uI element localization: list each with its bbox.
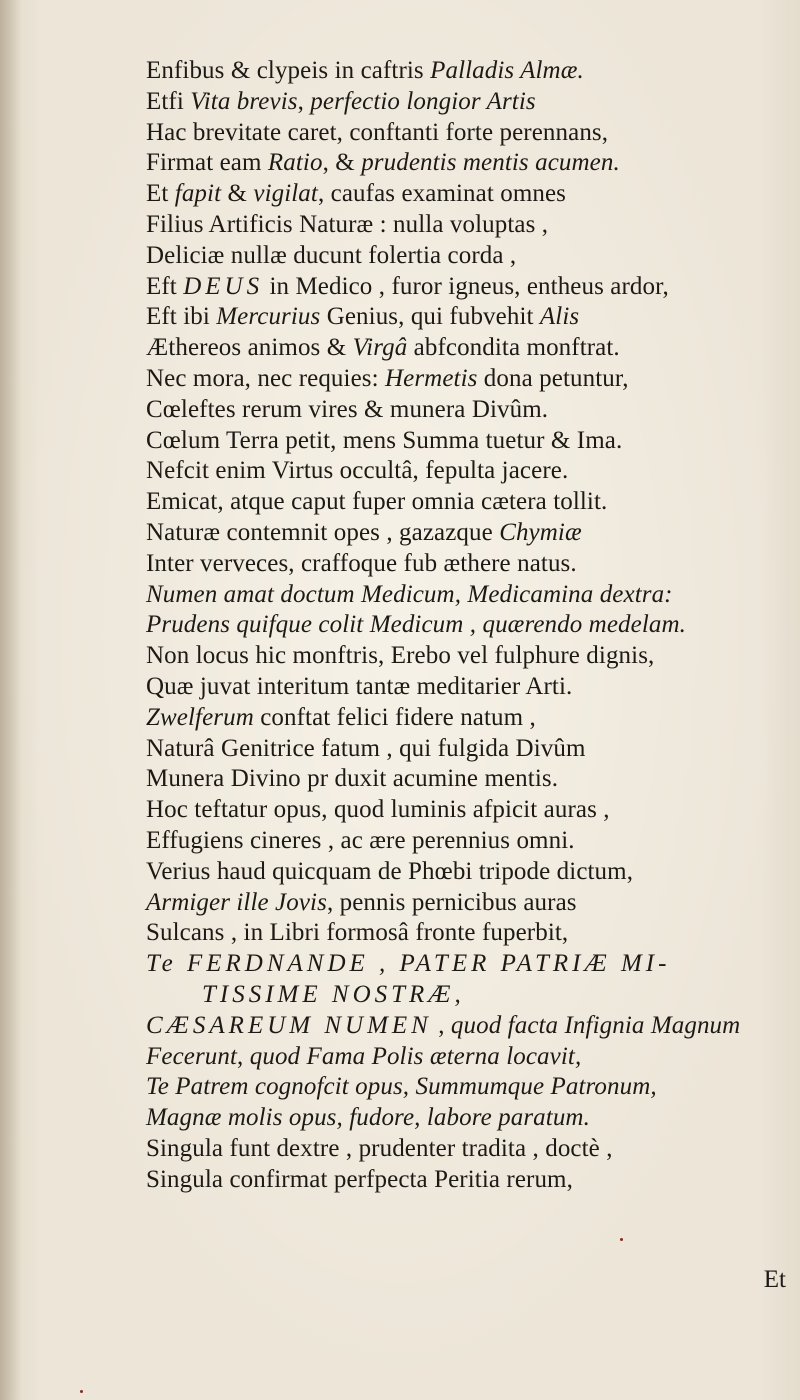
verse-segment: Firmat eam [146,149,268,177]
verse-line [146,1103,786,1134]
verse-segment: Emicat, atque caput fuper omnia cætera tollit. [146,488,608,516]
verse-segment: Mercurius [216,303,321,331]
verse-line [146,364,786,395]
verse-segment: Et [146,180,175,208]
verse-segment: Etfi [146,87,191,115]
verse-segment: Singula confirmat perfpecta Peritia rerum, [146,1165,573,1193]
verse-segment: Filius Artificis Naturæ : nulla voluptas , [146,210,549,238]
verse-segment: TISSIME NOSTRÆ, [202,980,465,1008]
verse-segment: perfectio longior Artis [310,87,536,115]
verse-line [146,1165,786,1196]
verse-segment: Armiger ille Jovis [146,888,327,916]
verse-line [146,580,786,611]
verse-segment: Nefcit enim Virtus occultâ, fepulta jacere. [146,457,569,485]
verse-line [146,487,786,518]
verse-line [146,734,786,765]
verse-line [146,118,786,149]
verse-segment: DEUS [183,272,264,300]
verse-segment: Effugiens cineres , ac ære perennius omni. [146,826,575,854]
verse-line [146,795,786,826]
verse-line [146,610,786,641]
verse-segment: , [431,1011,451,1039]
verse-segment: prudentis mentis acumen. [361,149,620,177]
verse-line [146,703,786,734]
verse-line [146,302,786,333]
verse-segment: Inter verveces, craffoque fub æthere natus. [146,549,577,577]
verse-segment: Cœlum Terra petit, mens Summa tuetur & Ima. [146,426,623,454]
page-gutter [0,0,22,1400]
verse-segment: Singula funt dextre , prudenter tradita , doctè , [146,1134,613,1162]
verse-line [146,826,786,857]
verse-segment: , pennis pernicibus auras [326,888,577,916]
verse-segment: , [237,1042,250,1070]
verse-line [146,949,786,980]
verse-segment: , [297,87,311,115]
verse-line [146,456,786,487]
ink-speck [620,1238,623,1241]
verse-line [146,1072,786,1103]
verse-segment: Magnæ molis opus, fudore, labore paratum. [146,1104,590,1132]
verse-segment: Verius haud quicquam de Phœbi tripode dictum, [146,857,634,885]
verse-segment: Non locus hic monftris, Erebo vel fulphure dignis, [146,642,655,670]
verse-segment: Eft ibi [146,303,217,331]
verse-line [146,980,786,1011]
poem-text-block [146,56,786,1195]
verse-segment: Æthereos animos & [146,334,353,362]
verse-line [146,1134,786,1165]
verse-segment: Prudens quifque colit Medicum , quærendo medelam. [146,611,686,639]
verse-segment: Te FERDNANDE , PATER PATRIÆ MI- [146,950,671,978]
verse-segment: Chymiæ [499,518,582,546]
verse-segment: Hermetis [385,364,478,392]
verse-segment: Enfibus & clypeis in caftris [146,57,431,84]
verse-line [146,426,786,457]
verse-segment: , & [322,149,362,177]
verse-segment: Ratio [267,149,323,177]
verse-segment: Nec mora, nec requies: [146,364,385,392]
verse-line [146,641,786,672]
verse-segment: Palladis Almæ. [430,57,584,84]
catchword: Et [763,1266,786,1293]
verse-segment: Virgâ [352,334,408,362]
verse-segment: vigilat [253,180,318,208]
verse-line [146,333,786,364]
verse-segment: Numen amat doctum Medicum, Medicamina dextra: [146,580,673,608]
verse-segment: Quæ juvat interitum tantæ meditarier Arti. [146,672,573,700]
verse-line [146,918,786,949]
verse-line [146,148,786,179]
verse-segment: Sulcans , in Libri formosâ fronte fuperbit, [146,919,569,947]
verse-segment: , caufas examinat omnes [317,180,567,208]
verse-line [146,272,786,303]
ink-speck [80,1390,83,1393]
verse-line [146,87,786,118]
verse-line [146,210,786,241]
verse-line [146,672,786,703]
verse-line [146,56,786,87]
verse-segment: Hoc teftatur opus, quod luminis afpicit auras , [146,796,610,824]
verse-line [146,179,786,210]
verse-segment: Naturæ contemnit opes , gazazque [146,518,500,546]
verse-line [146,1011,786,1042]
verse-segment: Naturâ Genitrice fatum , qui fulgida Divûm [146,734,586,762]
verse-segment: & [221,180,254,208]
verse-segment: Zwelferum [146,703,254,731]
verse-segment: Deliciæ nullæ ducunt folertia corda , [146,241,517,269]
verse-segment: Cœleftes rerum vires & munera Divûm. [146,395,549,423]
verse-segment: Vita brevis [190,87,298,115]
verse-line [146,888,786,919]
verse-segment: in Medico , furor igneus, entheus ardor, [263,272,669,300]
verse-line [146,241,786,272]
verse-segment: quod facta Infignia Magnum [450,1011,741,1039]
verse-segment: CÆSAREUM NUMEN [146,1011,432,1039]
verse-segment: Munera Divino pr duxit acumine mentis. [146,765,559,793]
verse-line [146,857,786,888]
verse-line [146,549,786,580]
verse-segment: Alis [539,303,580,331]
verse-segment: Genius, qui fubvehit [320,303,540,331]
verse-line [146,395,786,426]
verse-segment: Eft [146,272,184,300]
verse-line [146,518,786,549]
verse-segment: Hac brevitate caret, conftanti forte perennans, [146,118,609,146]
verse-segment: fapit [174,180,222,208]
verse-segment: conftat felici fidere natum , [253,703,536,731]
verse-segment: quod Fama Polis æterna locavit, [249,1042,582,1070]
verse-line [146,1042,786,1073]
verse-segment: dona petuntur, [477,364,629,392]
verse-segment: Fecerunt [146,1042,238,1070]
verse-segment: Te Patrem cognofcit opus, Summumque Patronum, [146,1073,657,1101]
verse-segment: abfcondita monftrat. [407,334,620,362]
verse-line [146,764,786,795]
